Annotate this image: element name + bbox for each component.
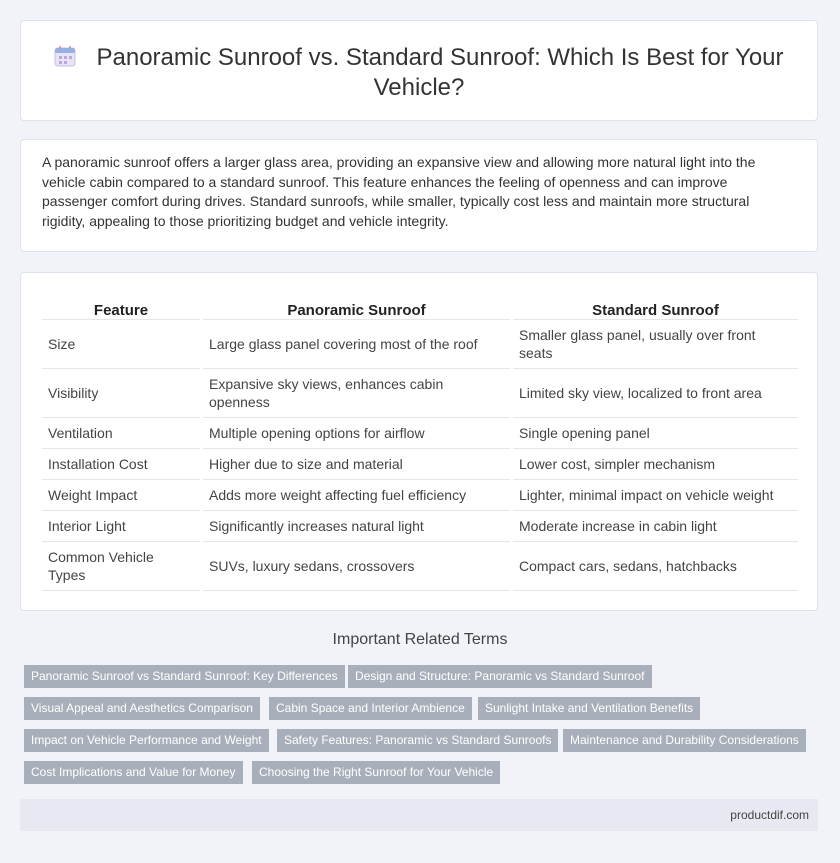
related-term-tag[interactable]: Sunlight Intake and Ventilation Benefits — [478, 697, 700, 720]
calendar-icon — [54, 45, 76, 67]
intro-card — [20, 139, 818, 252]
cell-feature: Visibility — [42, 369, 200, 418]
cell-feature: Interior Light — [42, 511, 200, 542]
cell-panoramic: Adds more weight affecting fuel efficiency — [203, 480, 510, 511]
table-row — [42, 542, 798, 591]
cell-feature: Common Vehicle Types — [42, 542, 200, 591]
cell-standard: Smaller glass panel, usually over front seats — [513, 320, 798, 369]
header-feature: Feature — [42, 296, 200, 320]
header-standard: Standard Sunroof — [513, 296, 798, 320]
cell-panoramic: Expansive sky views, enhances cabin openness — [203, 369, 510, 418]
cell-panoramic: Large glass panel covering most of the roof — [203, 320, 510, 369]
table-row — [42, 449, 798, 480]
cell-standard: Lighter, minimal impact on vehicle weight — [513, 480, 798, 511]
table-header-row — [42, 296, 798, 320]
cell-panoramic: Significantly increases natural light — [203, 511, 510, 542]
related-term-tag[interactable]: Panoramic Sunroof vs Standard Sunroof: Key Differences — [24, 665, 345, 688]
header-panoramic: Panoramic Sunroof — [203, 296, 510, 320]
cell-panoramic: Higher due to size and material — [203, 449, 510, 480]
cell-feature: Size — [42, 320, 200, 369]
cell-standard: Compact cars, sedans, hatchbacks — [513, 542, 798, 591]
related-terms-title: Important Related Terms — [332, 631, 508, 648]
table-row — [42, 320, 798, 369]
cell-standard: Limited sky view, localized to front area — [513, 369, 798, 418]
cell-feature: Installation Cost — [42, 449, 200, 480]
related-term-tag[interactable]: Maintenance and Durability Considerations — [563, 729, 806, 752]
cell-standard: Moderate increase in cabin light — [513, 511, 798, 542]
related-term-tag[interactable]: Design and Structure: Panoramic vs Standard Sunroof — [348, 665, 652, 688]
table-row — [42, 511, 798, 542]
cell-feature: Weight Impact — [42, 480, 200, 511]
related-term-tag[interactable]: Cost Implications and Value for Money — [24, 761, 243, 784]
cell-standard: Single opening panel — [513, 418, 798, 449]
related-term-tag[interactable]: Visual Appeal and Aesthetics Comparison — [24, 697, 260, 720]
title-line-1: Panoramic Sunroof vs. Standard Sunroof: Which Is Best for Your — [96, 44, 784, 71]
related-term-tag[interactable]: Impact on Vehicle Performance and Weight — [24, 729, 269, 752]
footer — [20, 799, 818, 831]
intro-paragraph: A panoramic sunroof offers a larger glass area, providing an expansive view and allowing more natural light into the vehicle cabin compared to a standard sunroof. This feature enhances the feeling of openness and can improve passenger comfort during drives. Standard sunroofs, while smaller, typically cost less and maintain more structural rigidity, appealing to those prioritizing budget and vehicle integrity. — [42, 154, 756, 229]
table-row — [42, 418, 798, 449]
comparison-table — [42, 296, 798, 591]
cell-standard: Lower cost, simpler mechanism — [513, 449, 798, 480]
related-term-tag[interactable]: Safety Features: Panoramic vs Standard Sunroofs — [277, 729, 558, 752]
title-line-2: Vehicle? — [373, 74, 465, 101]
table-row — [42, 480, 798, 511]
page-title — [21, 43, 817, 103]
cell-panoramic: Multiple opening options for airflow — [203, 418, 510, 449]
cell-panoramic: SUVs, luxury sedans, crossovers — [203, 542, 510, 591]
related-term-tag[interactable]: Choosing the Right Sunroof for Your Vehicle — [252, 761, 500, 784]
cell-feature: Ventilation — [42, 418, 200, 449]
title-card — [20, 20, 818, 121]
footer-site-link[interactable]: productdif.com — [730, 808, 809, 822]
table-row — [42, 369, 798, 418]
related-term-tag[interactable]: Cabin Space and Interior Ambience — [269, 697, 472, 720]
comparison-card — [20, 272, 818, 611]
